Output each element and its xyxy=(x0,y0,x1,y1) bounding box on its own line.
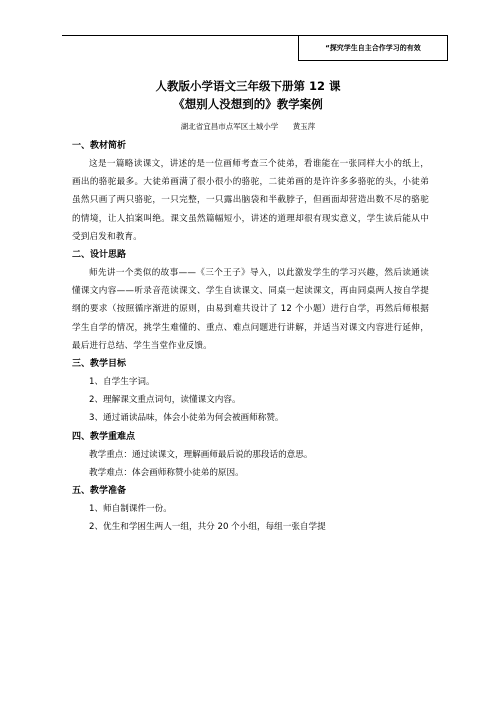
author-name: 黄玉萍 xyxy=(292,122,316,131)
list-item: 2、优生和学困生两人一组，共分 20 个小组，每组一张自学提 xyxy=(89,522,326,533)
section-heading-3: 三、教学目标 xyxy=(72,359,127,370)
section-heading-1: 一、教材简析 xyxy=(72,141,127,151)
header-topic-box: “探究学生自主合作学习的有效 xyxy=(298,35,448,61)
author-line xyxy=(0,121,496,132)
list-item: 1、自学生字词。 xyxy=(89,377,155,388)
list-item: 3、通过诵读品味，体会小徒弟为何会被画师称赞。 xyxy=(89,413,284,424)
section-paragraph-2: 师先讲一个类似的故事——《三个王子》导入，以此激发学生的学习兴趣，然后读通读懂课文内容——听录音范读课文、学生自读课文、同桌一起读课文，再由同桌两人按自学提纲的要求（按照循序渐进的原则，由易到难共设计了 12 个小题）进行自学，再然后师根据学生自学的情况，挑学生难懂的、重点、难点问题进行讲解，并适当对课文内容进行延伸，最后进行总结、学生当堂作业反馈。 xyxy=(72,268,429,351)
section-heading-2: 二、设计思路 xyxy=(72,250,127,261)
document-subtitle: 《想别人没想到的》教学案例 xyxy=(173,97,323,111)
list-item: 1、师自制课件一份。 xyxy=(89,504,172,515)
document-body xyxy=(72,137,429,536)
document-title: 人教版小学语文三年级下册第 12 课 xyxy=(155,79,341,93)
section-heading-5: 五、教学准备 xyxy=(72,486,127,497)
list-item: 2、理解课文重点词句，读懂课文内容。 xyxy=(89,395,241,406)
list-item: 教学重点：通过读课文，理解画师最后说的那段话的意思。 xyxy=(89,449,313,460)
author-school: 湖北省宜昌市点军区土城小学 xyxy=(180,122,279,131)
section-paragraph-1: 这是一篇略读课文，讲述的是一位画师考查三个徒弟，看谁能在一张同样大小的纸上，画出的骆驼最多。大徒弟画满了很小很小的骆驼，二徒弟画的是许许多多骆驼的头，小徒弟虽然只画了两只骆驼，一只完整，一只露出脑袋和半截脖子，但画面却营造出数不尽的骆驼的情境，让人拍案叫绝。课文虽然篇幅短小，讲述的道理却很有现实意义，学生读后能从中受到启发和教育。 xyxy=(72,159,429,242)
list-item: 教学难点：体会画师称赞小徒弟的原因。 xyxy=(89,467,244,478)
section-heading-4: 四、教学重难点 xyxy=(72,431,136,442)
